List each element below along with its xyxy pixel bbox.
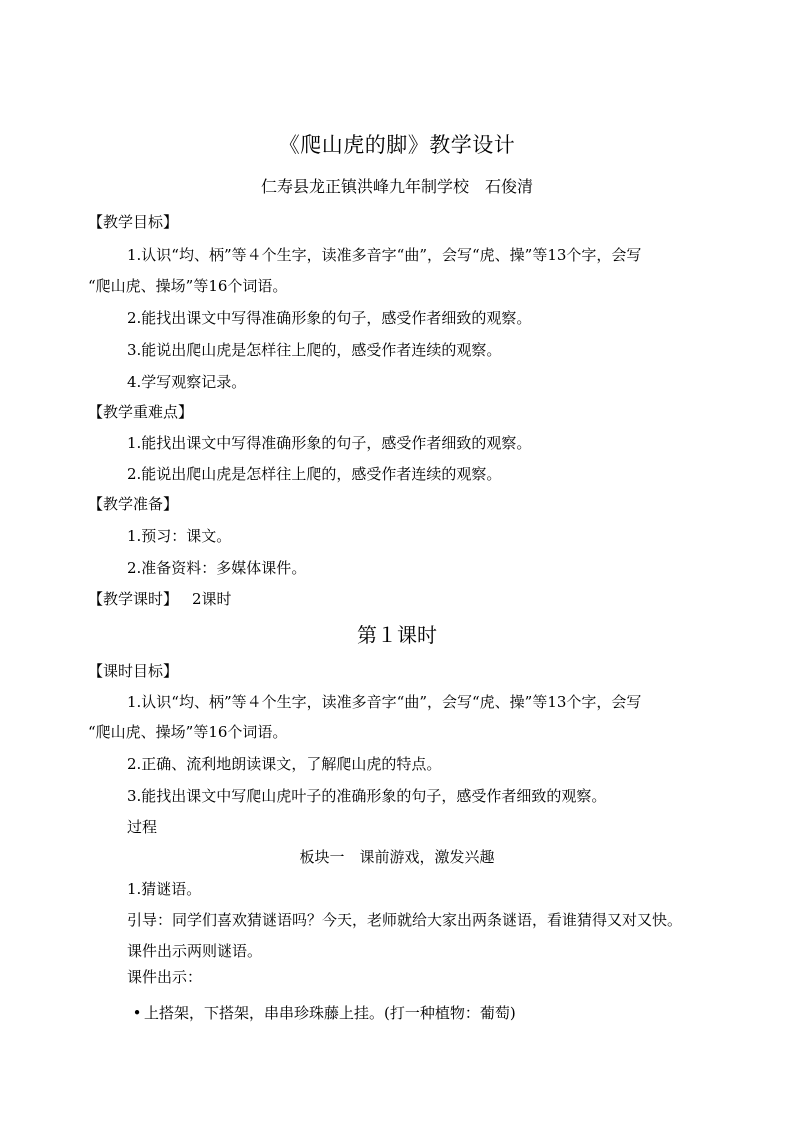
step-1: 1.猜谜语。 (127, 880, 202, 898)
goals-item-1: 1.认识“均、柄”等４个生字，读准多音字“曲”，会写“虎、操”等13个字，会写 (127, 246, 642, 264)
riddle-1-text: 上搭架，下搭架，串串珍珠藤上挂。(打一种植物：葡萄) (144, 1004, 516, 1022)
show-riddles-text: 课件出示两则谜语。 (127, 942, 263, 960)
lesson-1-title: 第１课时 (357, 623, 437, 647)
block-1-title: 板块一 课前游戏，激发兴趣 (299, 848, 495, 866)
goals-item-2: 2.能找出课文中写得准确形象的句子，感受作者细致的观察。 (127, 309, 532, 327)
riddle-item-1 (130, 1003, 516, 1023)
lesson-goal-1-cont: “爬山虎、操场”等16个词语。 (88, 723, 288, 741)
author-line: 仁寿县龙正镇洪峰九年制学校 石俊清 (260, 177, 533, 196)
prep-heading: 【教学准备】 (88, 495, 179, 513)
key-point-2: 2.能说出爬山虎是怎样往上爬的，感受作者连续的观察。 (127, 465, 502, 483)
bullet-dot-icon: • (132, 1004, 142, 1022)
goals-item-3: 3.能说出爬山虎是怎样往上爬的，感受作者连续的观察。 (127, 341, 502, 359)
prep-item-2: 2.准备资料：多媒体课件。 (127, 559, 307, 577)
process-label: 过程 (127, 818, 158, 836)
goals-item-1-cont: “爬山虎、操场”等16个词语。 (88, 277, 288, 295)
hours-value: 2课时 (192, 590, 232, 608)
prep-item-1: 1.预习：课文。 (127, 527, 232, 545)
goals-item-4: 4.学写观察记录。 (127, 373, 247, 391)
courseware-label: 课件出示： (127, 968, 203, 986)
lesson-goal-1: 1.认识“均、柄”等４个生字，读准多音字“曲”，会写“虎、操”等13个字，会写 (127, 693, 642, 711)
lesson-goal-3: 3.能找出课文中写爬山虎叶子的准确形象的句子，感受作者细致的观察。 (127, 787, 607, 805)
lesson-goals-heading: 【课时目标】 (88, 662, 179, 680)
key-point-1: 1.能找出课文中写得准确形象的句子，感受作者细致的观察。 (127, 434, 532, 452)
hours-heading: 【教学课时】 (88, 590, 179, 608)
lesson-goal-2: 2.正确、流利地朗读课文，了解爬山虎的特点。 (127, 755, 442, 773)
goals-heading: 【教学目标】 (88, 213, 179, 231)
document-title: 《爬山虎的脚》教学设计 (278, 133, 516, 157)
hours-row (88, 589, 232, 609)
intro-text: 引导：同学们喜欢猜谜语吗？今天，老师就给大家出两条谜语，看谁猜得又对又快。 (127, 911, 683, 929)
key-points-heading: 【教学重难点】 (88, 403, 194, 421)
